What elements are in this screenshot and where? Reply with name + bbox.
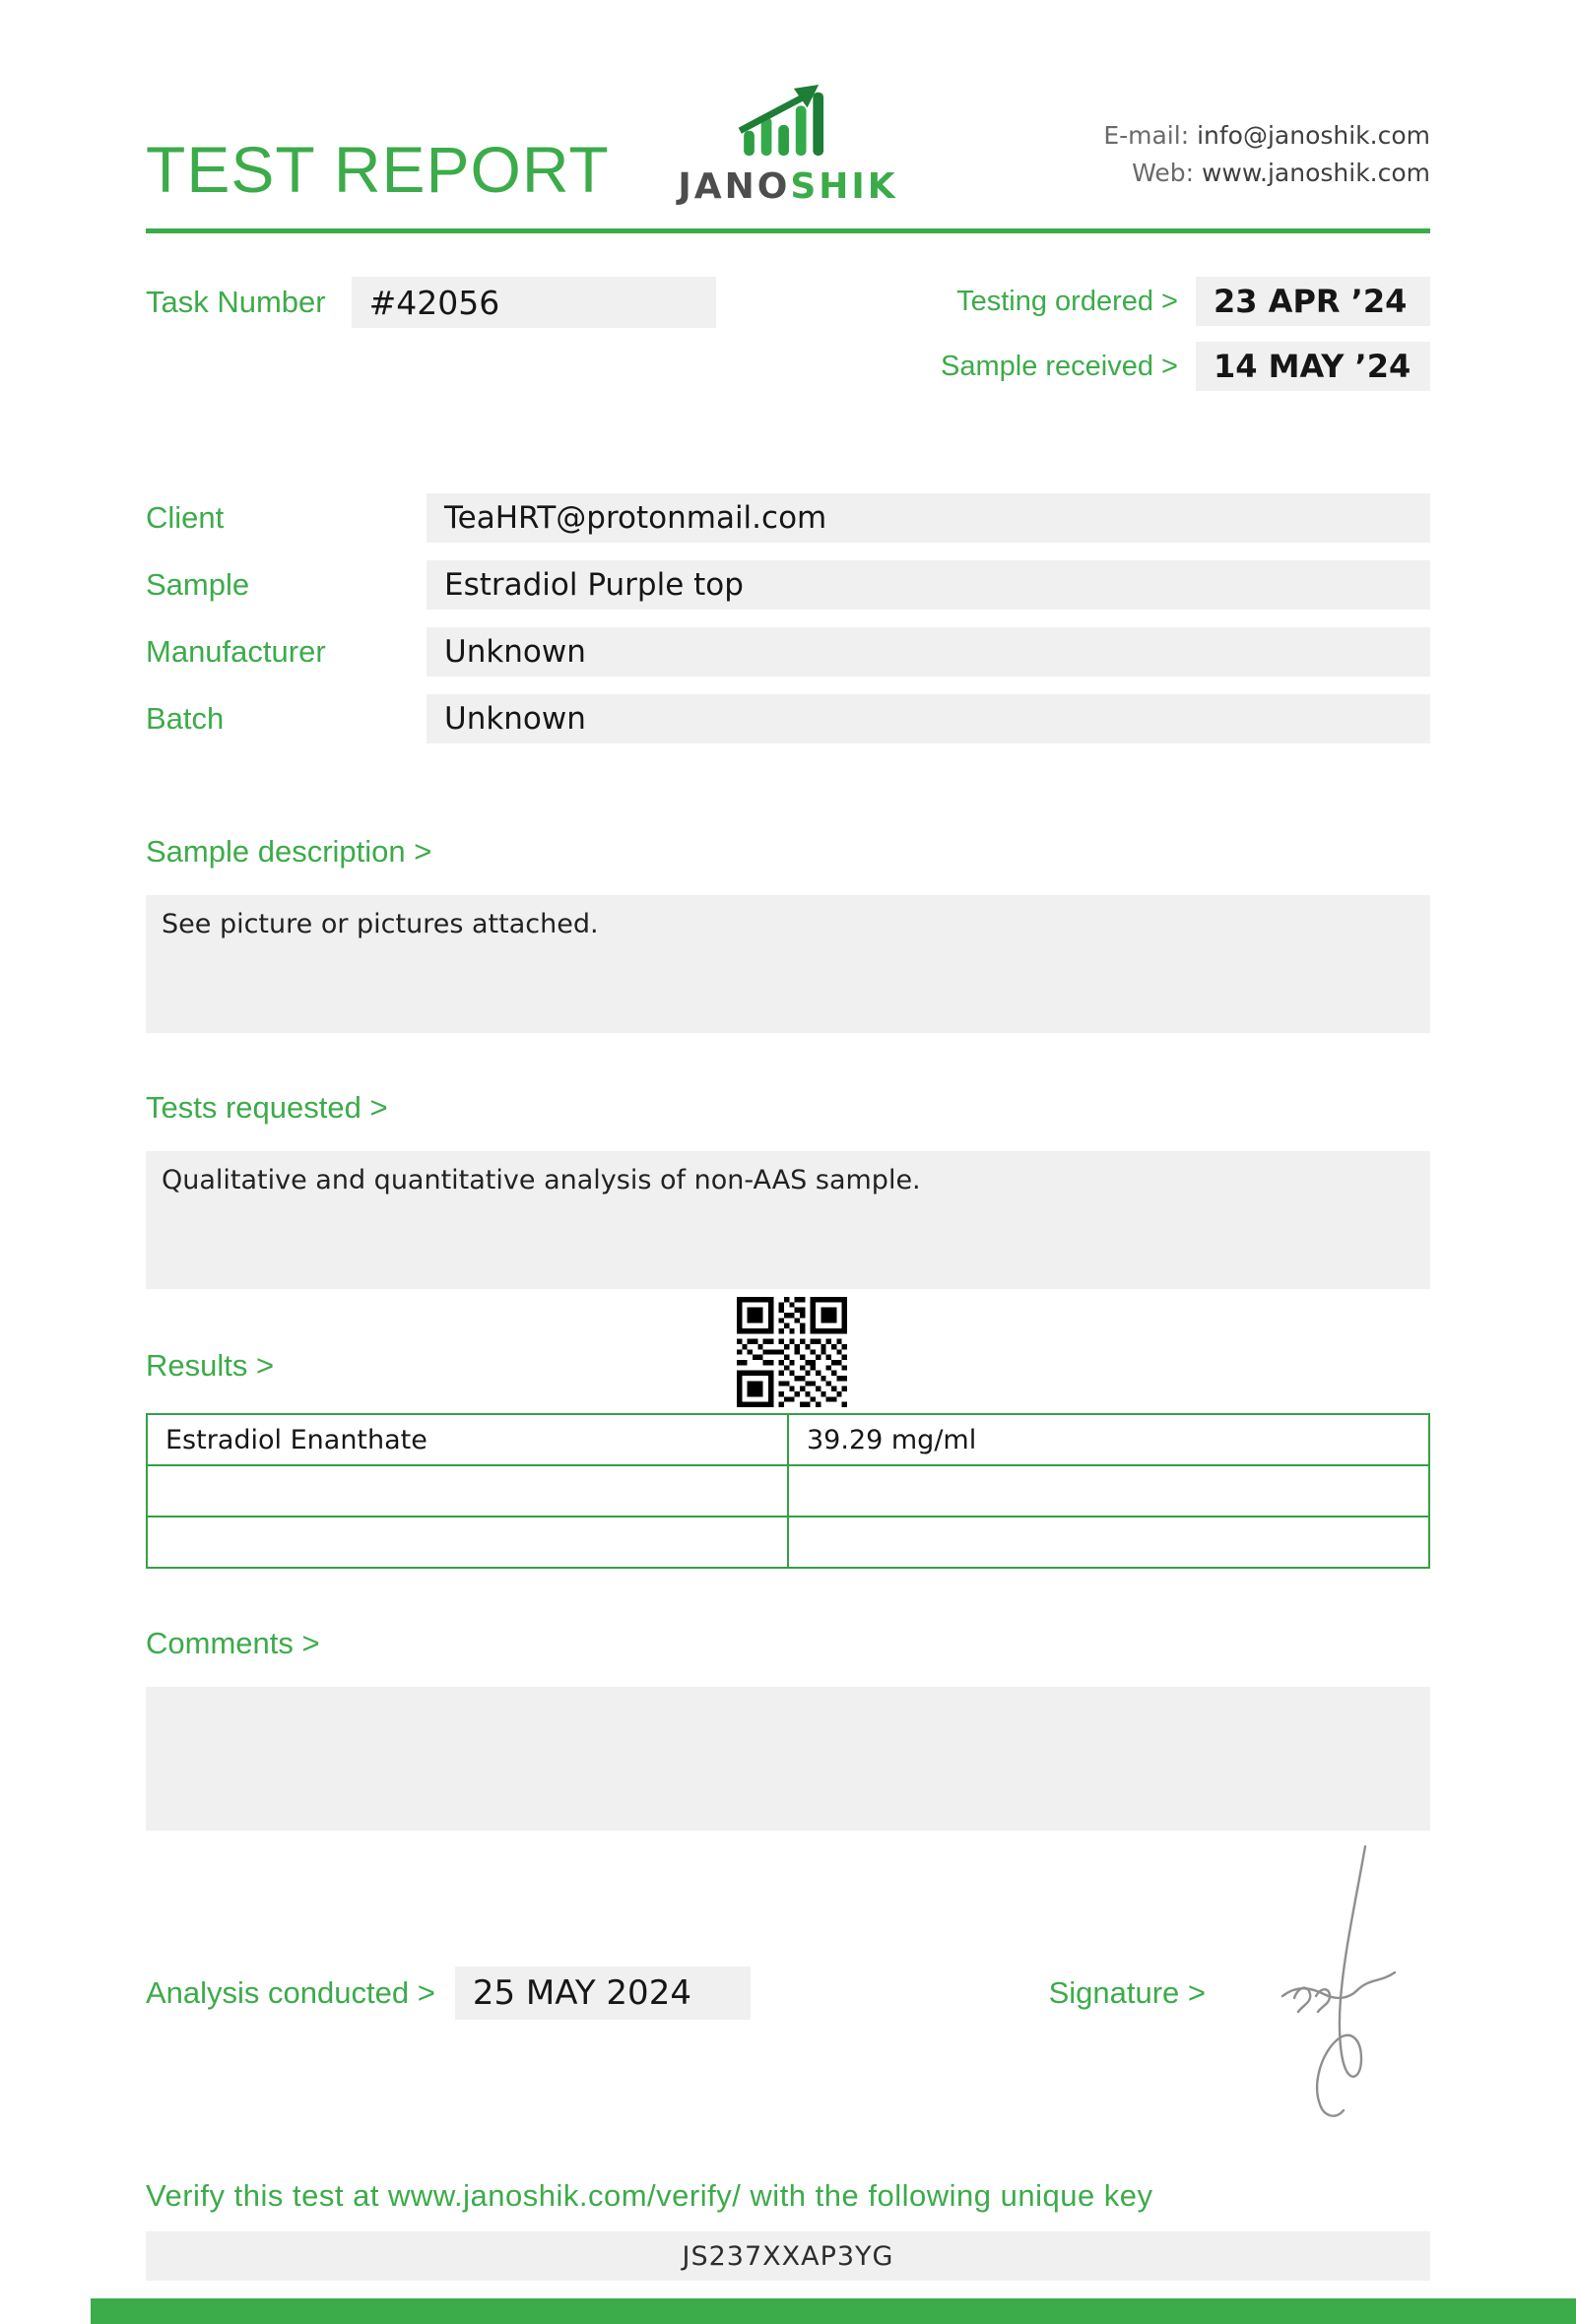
result-substance: Estradiol Enanthate: [147, 1414, 788, 1465]
comments-heading: Comments >: [146, 1626, 320, 1660]
logo-wordmark: [678, 166, 897, 207]
web-value: www.janoshik.com: [1201, 159, 1431, 188]
sample-details: [146, 493, 1430, 743]
logo-wordmark-jano: JANO: [678, 166, 791, 207]
contact-web: [898, 155, 1430, 193]
logo-bars-icon: [737, 83, 839, 164]
comments-box: [146, 1687, 1430, 1831]
result-amount: [788, 1465, 1429, 1517]
email-label: E-mail:: [1103, 120, 1190, 150]
contact-info: [898, 117, 1430, 208]
sample-received-value: 14 MAY ’24: [1196, 342, 1430, 391]
signature-scribble: [1255, 1840, 1424, 2128]
batch-label: Batch: [146, 701, 225, 736]
sample-label: Sample: [146, 567, 250, 602]
logo-wordmark-shik: SHIK: [790, 166, 898, 207]
dates-group: [941, 277, 1430, 391]
contact-email: [898, 117, 1430, 156]
logo: [678, 83, 897, 207]
result-substance: [147, 1517, 788, 1568]
table-row: [147, 1465, 1429, 1517]
sample-description-box: See picture or pictures attached.: [146, 895, 1430, 1033]
result-substance: [147, 1465, 788, 1517]
client-value: TeaHRT@protonmail.com: [427, 493, 1430, 543]
qr-code: [737, 1297, 847, 1407]
result-amount: 39.29 mg/ml: [788, 1414, 1429, 1465]
batch-value: Unknown: [427, 694, 1430, 743]
sample-value: Estradiol Purple top: [427, 560, 1430, 610]
results-section: [146, 1348, 1430, 1391]
sample-received-row: [941, 342, 1430, 391]
task-number-group: [146, 277, 716, 328]
task-section: [146, 277, 1430, 391]
testing-ordered-label: Testing ordered >: [956, 285, 1178, 317]
bottom-accent-bar: [91, 2298, 1576, 2324]
email-value: info@janoshik.com: [1197, 120, 1431, 150]
page-title: TEST REPORT: [146, 133, 610, 206]
testing-ordered-value: 23 APR ’24: [1196, 277, 1430, 326]
analysis-section: [146, 1967, 1430, 2020]
sample-received-label: Sample received >: [941, 350, 1178, 382]
report-header: [0, 0, 1576, 207]
result-amount: [788, 1517, 1429, 1568]
header-divider: [146, 228, 1430, 233]
task-number-value: #42056: [352, 277, 716, 328]
tests-requested-box: Qualitative and quantitative analysis of non-AAS sample.: [146, 1151, 1430, 1289]
verify-instruction: Verify this test at www.janoshik.com/verify/ with the following unique key: [146, 2178, 1153, 2213]
analysis-conducted-label: Analysis conducted >: [146, 1975, 435, 2010]
task-number-label: Task Number: [146, 285, 326, 319]
results-heading: Results >: [146, 1348, 275, 1383]
analysis-conducted-value: 25 MAY 2024: [455, 1967, 751, 2020]
table-row: [147, 1517, 1429, 1568]
results-table: [146, 1413, 1430, 1569]
table-row: [147, 1414, 1429, 1465]
client-label: Client: [146, 500, 225, 535]
tests-requested-heading: Tests requested >: [146, 1090, 388, 1125]
manufacturer-value: Unknown: [427, 627, 1430, 677]
sample-description-heading: Sample description >: [146, 834, 432, 869]
signature-label: Signature >: [1048, 1975, 1206, 2010]
verify-key: JS237XXAP3YG: [146, 2231, 1430, 2281]
manufacturer-label: Manufacturer: [146, 634, 326, 669]
testing-ordered-row: [956, 277, 1430, 326]
web-label: Web:: [1132, 159, 1195, 188]
